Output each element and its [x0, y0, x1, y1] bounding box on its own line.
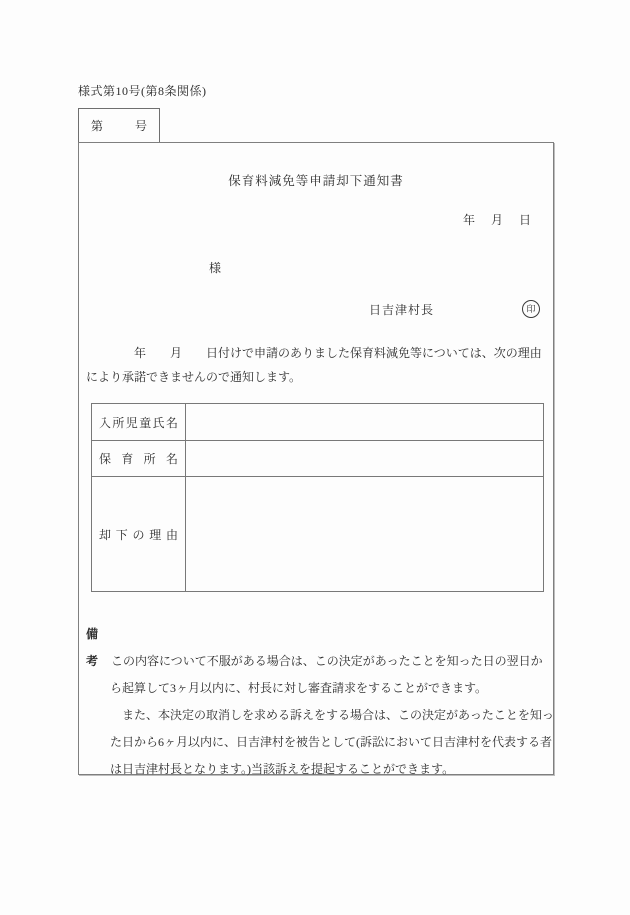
remarks-line: た日から6ヶ月以内に、日吉津村を被告として(訴訟において日吉津村を代表する者: [86, 735, 552, 749]
number-suffix-label: 号: [134, 119, 147, 133]
row-header-rejection-reason: 却下の理由: [92, 477, 186, 591]
remarks-line: は日吉津村長となります。)当該訴えを提起することができます。: [86, 762, 455, 776]
addressee-honorific: 様: [209, 261, 222, 275]
remarks-line: 備考 この内容について不服がある場合は、この決定があったことを知った日の翌日か: [86, 627, 543, 668]
remarks-section: [86, 621, 554, 783]
number-prefix-label: 第: [91, 119, 104, 133]
remarks-label: 備考: [86, 627, 100, 668]
date-line: 年 月 日: [462, 213, 533, 227]
sender-row: [79, 300, 553, 318]
table-row-rejection-reason: [92, 477, 543, 591]
cell-nursery-name-value: [186, 441, 543, 476]
table-row-child-name: [92, 404, 543, 441]
row-header-child-name: 入所児童氏名: [92, 404, 186, 440]
seal-mark-icon: 印: [522, 300, 540, 318]
cell-rejection-reason-value: [186, 477, 543, 591]
sender-name: 日吉津村長: [369, 303, 435, 317]
rejection-detail-table: [91, 403, 544, 592]
form-style-number: 様式第10号(第8条関係): [78, 84, 207, 98]
remarks-line: また、本決定の取消しを求める訴えをする場合は、この決定があったことを知っ: [86, 708, 554, 722]
table-row-nursery-name: [92, 441, 543, 477]
row-header-nursery-name: 保育所名: [92, 441, 186, 476]
document-number-box: [78, 108, 160, 142]
notice-body: [86, 341, 546, 389]
notice-frame: [78, 142, 554, 775]
notice-body-line: 年 月 日付けで申請のありました保育料減免等については、次の理由: [86, 346, 542, 360]
notice-body-line: により承諾できませんので通知します。: [86, 370, 302, 384]
remarks-line: ら起算して3ヶ月以内に、村長に対し審査請求をすることができます。: [86, 681, 488, 695]
document-title: 保育料減免等申請却下通知書: [228, 174, 404, 188]
cell-child-name-value: [186, 404, 543, 440]
